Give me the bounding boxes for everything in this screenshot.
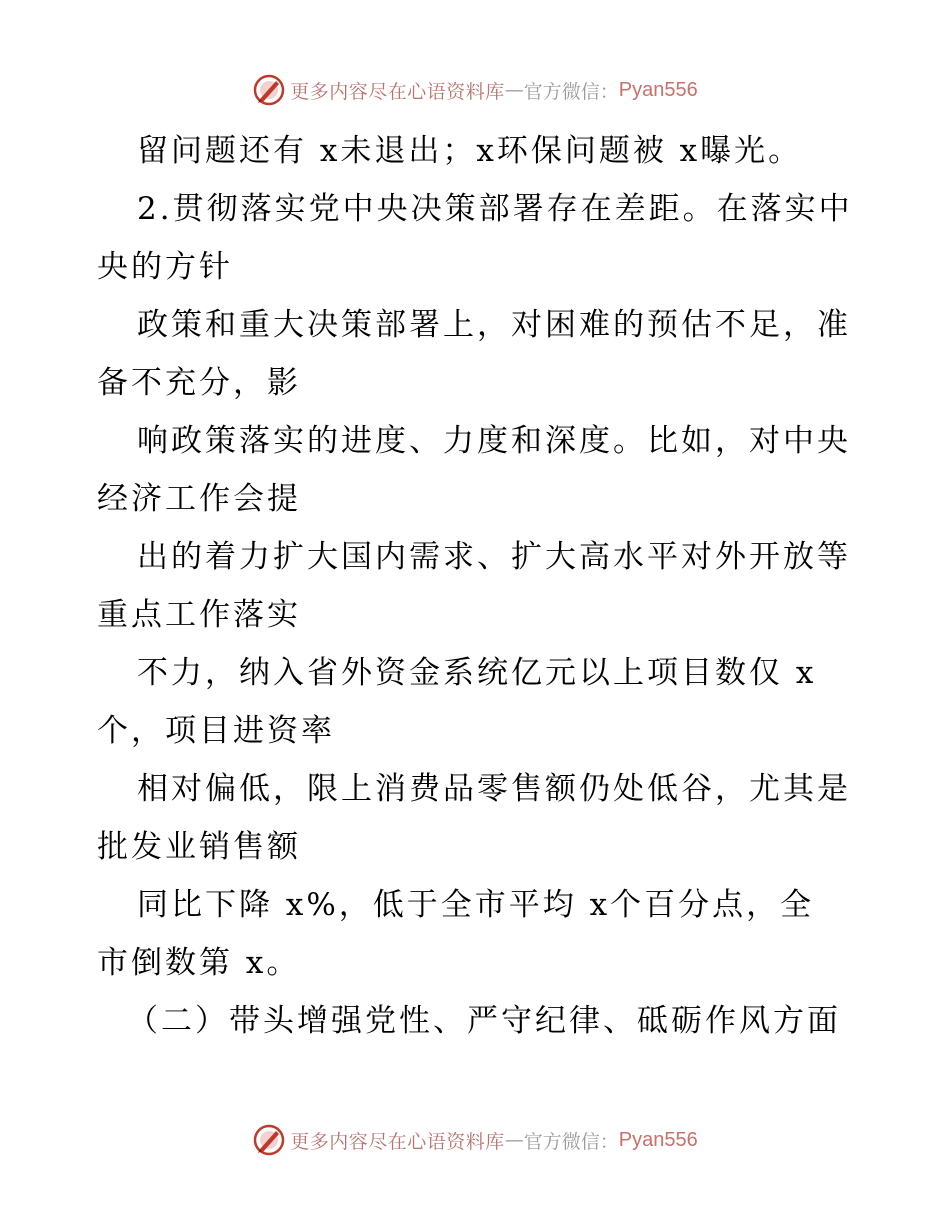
body-line-11: 个，项目进资率 — [97, 713, 335, 749]
watermark-wechat-id: Pyan556 — [618, 1128, 698, 1151]
body-line-14: 同比下降 x%，低于全市平均 x个百分点，全 — [137, 887, 815, 923]
body-line-12: 相对偏低，限上消费品零售额仍处低谷，尤其是 — [137, 771, 851, 807]
body-line-5: 备不充分，影 — [97, 365, 301, 401]
body-line-1: 留问题还有 x未退出；x环保问题被 x曝光。 — [137, 133, 803, 169]
body-line-4: 政策和重大决策部署上，对困难的预估不足，准 — [137, 307, 851, 343]
watermark-wechat-label: 官方微信： — [523, 1130, 619, 1153]
body-line-13: 批发业销售额 — [97, 829, 301, 865]
body-line-3: 央的方针 — [97, 249, 233, 285]
footer-watermark — [0, 1120, 950, 1160]
section-heading: （二）带头增强党性、严守纪律、砥砺作风方面 — [127, 1003, 841, 1039]
body-line-9: 重点工作落实 — [97, 597, 301, 633]
watermark-site-text: 更多内容尽在心语资料库 — [290, 1130, 505, 1153]
document-body — [97, 122, 857, 1050]
watermark-dash: — — [504, 79, 524, 101]
pen-logo-icon — [252, 73, 286, 107]
watermark-dash: — — [504, 1129, 524, 1151]
pen-logo-icon — [252, 1123, 286, 1157]
body-line-7: 经济工作会提 — [97, 481, 301, 517]
watermark-wechat-label: 官方微信： — [523, 80, 619, 103]
header-watermark — [0, 70, 950, 110]
body-line-6: 响政策落实的进度、力度和深度。比如，对中央 — [137, 423, 851, 459]
body-line-8: 出的着力扩大国内需求、扩大高水平对外开放等 — [137, 539, 851, 575]
watermark-site-text: 更多内容尽在心语资料库 — [290, 80, 505, 103]
watermark-wechat-id: Pyan556 — [618, 78, 698, 101]
body-line-2: 2.贯彻落实党中央决策部署存在差距。在落实中 — [137, 191, 853, 227]
body-line-15: 市倒数第 x。 — [97, 945, 301, 981]
body-line-10: 不力，纳入省外资金系统亿元以上项目数仅 x — [137, 655, 817, 691]
